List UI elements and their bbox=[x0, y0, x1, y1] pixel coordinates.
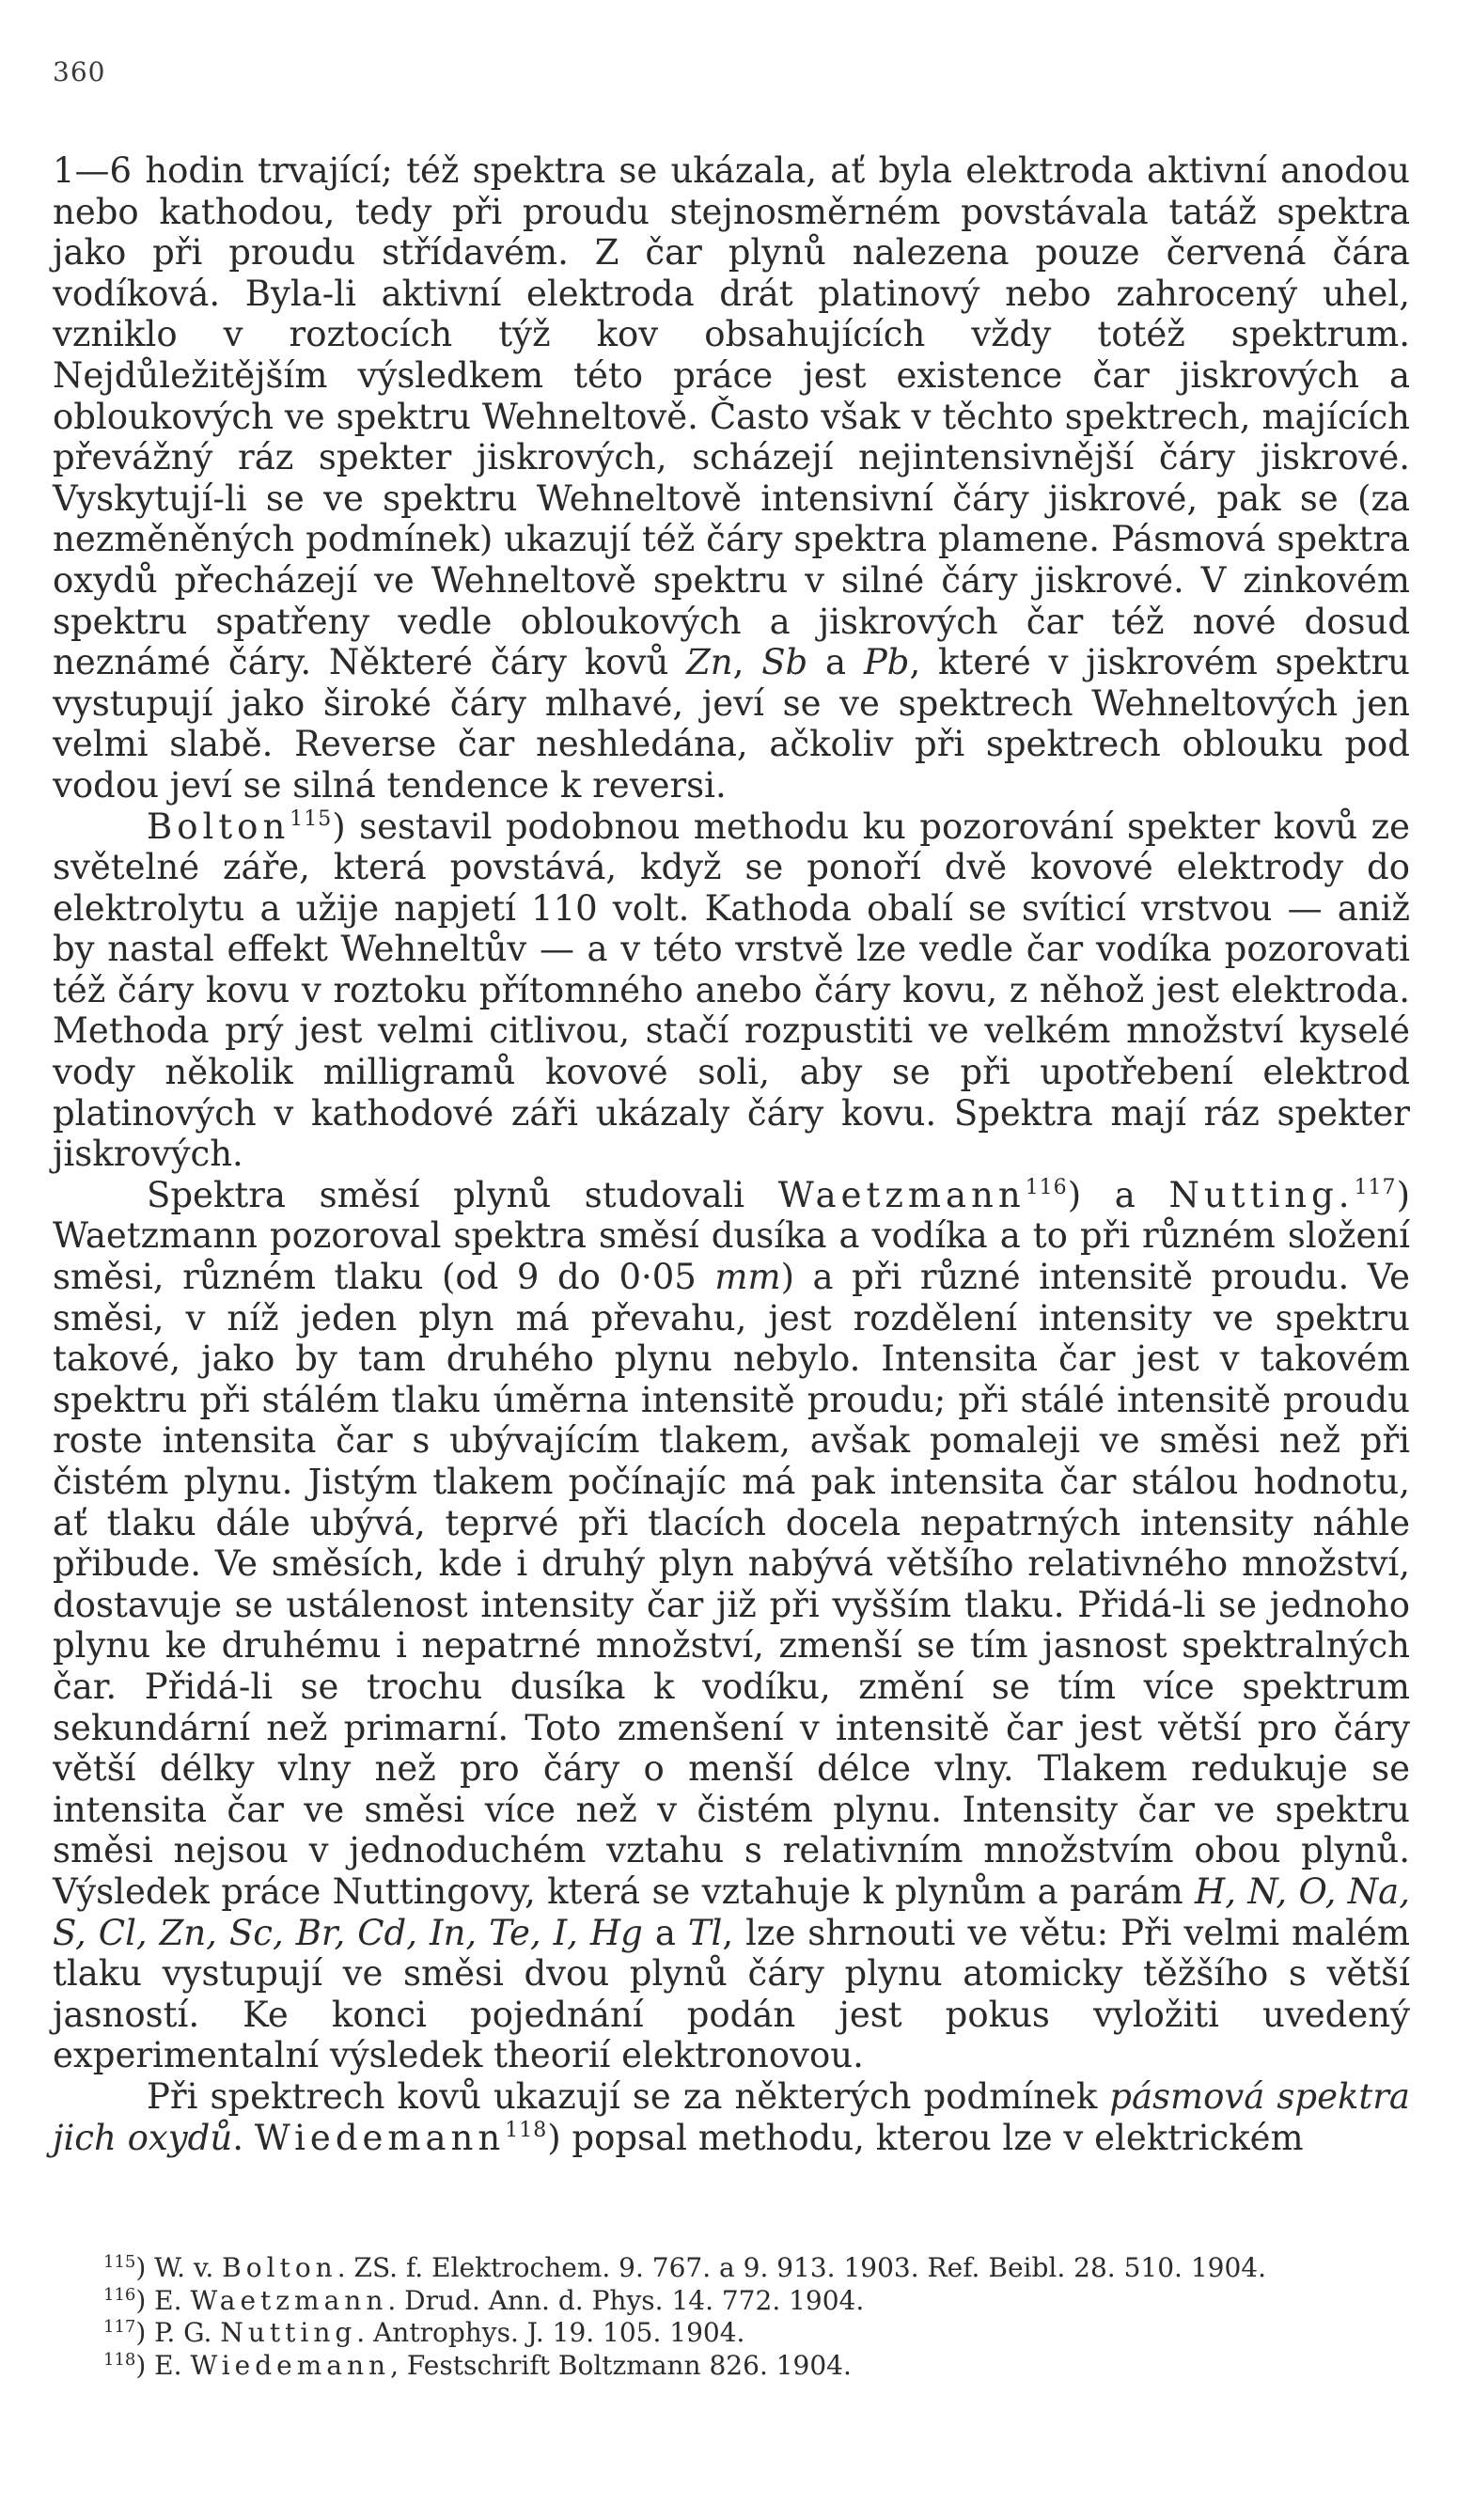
italic-text: Zn bbox=[686, 642, 733, 683]
paragraph-1 bbox=[53, 150, 1410, 806]
footnote-number: 116 bbox=[103, 2284, 136, 2305]
author-name: Nutting bbox=[220, 2317, 357, 2348]
paragraph-2 bbox=[53, 806, 1410, 1175]
footnote-ref: 115 bbox=[290, 806, 333, 831]
text-run: , které v jiskrovém spektru vystupují jako široké čáry mlhavé, jeví se ve spektrech Wehneltových jen velmi slabě. Reverse čar neshledána, ačkoliv při spektrech oblouku pod vodou jeví se silná tendence k reversi. bbox=[53, 642, 1410, 806]
footnote-ref: 116 bbox=[1025, 1175, 1068, 1199]
text-run: ) E. bbox=[135, 2349, 191, 2381]
footnote-117 bbox=[103, 2317, 1419, 2350]
italic-text: Pb bbox=[863, 642, 910, 683]
text-run: Spektra směsí plynů studovali bbox=[147, 1174, 778, 1215]
text-run: . ZS. f. Elektrochem. 9. 767. a 9. 913. 1903. Ref. Beibl. 28. 510. 1904. bbox=[337, 2252, 1266, 2283]
author-name: Waetzmann bbox=[777, 1174, 1026, 1215]
author-name: Waetzmann bbox=[190, 2284, 388, 2316]
italic-text: Sb bbox=[761, 642, 808, 683]
italic-text: H, N, O, Na, S, Cl, Zn, Sc, Br, Cd, In, Te, I, Hg bbox=[53, 1870, 1410, 1953]
text-run: . Antrophys. J. 19. 105. 1904. bbox=[356, 2317, 745, 2348]
italic-text: pásmová spektra jich oxydů bbox=[53, 2075, 1410, 2158]
text-run: . Drud. Ann. d. Phys. 14. 772. 1904. bbox=[387, 2284, 865, 2316]
author-name: Bolton bbox=[222, 2252, 337, 2283]
author-name: Bolton bbox=[147, 806, 290, 847]
footnote-number: 115 bbox=[103, 2252, 136, 2272]
text-run: ) sestavil podobnou methodu ku pozorování spekter kovů ze světelné záře, která povstává, když se ponoří dvě kovové elektrody do elektrolytu a užije napjetí 110 volt. Kathoda obalí se svíticí vrstvou — aniž by nastal effekt Wehneltův — a v této vrstvě lze vedle čar vodíka pozorovati též čáry kovu v roztoku přítomného anebo čáry kovu, z něhož jest elektroda. Methoda prý jest velmi citlivou, stačí rozpustiti ve velkém množství kyselé vody několik milligramů kovové soli, aby se při upotřebení elektrod platinových v kathodové záři ukázaly čáry kovu. Spektra mají ráz spekter jiskrových. bbox=[53, 806, 1410, 1175]
footnote-118 bbox=[103, 2350, 1419, 2383]
author-name: Wiedemann bbox=[190, 2349, 391, 2381]
text-run: ) a při různé intensitě proudu. Ve směsi, v níž jeden plyn má převahu, jest rozdělení intensity ve spektru takové, jako by tam druhého plynu nebylo. Intensita čar jest v takovém spektru při stálém tlaku úměrna intensitě proudu; při stálé intensitě proudu roste intensita čar s ubývajícím tlakem, avšak pomaleji ve směsi než při čistém plynu. Jistým tlakem počínajíc má pak intensita čar stálou hodnotu, ať tlaku dále ubývá, teprvé při tlacích docela nepatrných intensity náhle přibude. Ve směsích, kde i druhý plyn nabývá většího relativného množství, dostavuje se ustálenost intensity čar již při vyšším tlaku. Přidá-li se jednoho plynu ke druhému i nepatrné množství, zmenší se tím jasnost spektralných čar. Přidá-li se trochu dusíka k vodíku, změní se tím více spektrum sekundární než primarní. Toto zmenšení v intensitě čar jest větší pro čáry větší délky vlny než pro čáry o menší délce vlny. Tlakem redukuje se intensita čar ve směsi více než v čistém plynu. Intensity čar ve spektru směsi nejsou v jednoduchém vztahu s relativním množstvím obou plynů. Výsledek práce Nuttingovy, která se vztahuje k plynům a parám bbox=[53, 1257, 1410, 1912]
footnote-115 bbox=[103, 2252, 1419, 2285]
text-run: ) Waetzmann pozoroval spektra směsí dusíka a vodíka a to při různém složení směsi, různém tlaku (od 9 do 0·05 bbox=[53, 1174, 1410, 1298]
footnote-ref: 117 bbox=[1354, 1175, 1397, 1199]
author-name: Wiedemann bbox=[254, 2117, 506, 2158]
page-number: 360 bbox=[53, 56, 106, 87]
text-run: , Festschrift Boltzmann 826. 1904. bbox=[390, 2349, 852, 2381]
text-run: Při spektrech kovů ukazují se za některých podmínek bbox=[147, 2075, 1110, 2117]
body-text bbox=[53, 150, 1410, 2158]
text-run: ) P. G. bbox=[135, 2317, 221, 2348]
text-run: ) popsal methodu, kterou lze v elektrickém bbox=[547, 2117, 1304, 2158]
text-run: , lze shrnouti ve větu: Při velmi malém tlaku vystupují ve směsi dvou plynů čáry plynu atomicky těžšího s větší jasností. Ke konci pojednání podán jest pokus vyložiti uvedený experimentalní výsledek theorií elektronovou. bbox=[53, 1912, 1410, 2076]
text-run: ) W. v. bbox=[135, 2252, 223, 2283]
author-name: Nutting. bbox=[1168, 1174, 1355, 1215]
footnotes bbox=[103, 2252, 1419, 2382]
text-run: . bbox=[232, 2117, 255, 2158]
text-run: 1—6 hodin trvající; též spektra se ukázala, ať byla elektroda aktivní anodou nebo kathodou, tedy při proudu stejnosměrném povstávala tatáž spektra jako při proudu střídavém. Z čar plynů nalezena pouze červená čára vodíková. Byla-li aktivní elektroda drát platinový nebo zahrocený uhel, vzniklo v roztocích týž kov obsahujících vždy totéž spektrum. Nejdůležitějším výsledkem této práce jest existence čar jiskrových a obloukových ve spektru Wehneltově. Často však v těchto spektrech, majících převážný ráz spekter jiskrových, scházejí nejintensivnější čáry jiskrové. Vyskytují-li se ve spektru Wehneltově intensivní čáry jiskrové, pak se (za nezměněných podmínek) ukazují též čáry spektra plamene. Pásmová spektra oxydů přecházejí ve Wehneltově spektru v silné čáry jiskrové. V zinkovém spektru spatřeny vedle obloukových a jiskrových čar též nové dosud neznámé čáry. Některé čáry kovů bbox=[53, 150, 1410, 683]
text-run: ) E. bbox=[135, 2284, 191, 2316]
footnote-rule bbox=[103, 2237, 385, 2238]
italic-text: mm bbox=[714, 1257, 781, 1298]
footnote-number: 117 bbox=[103, 2317, 136, 2337]
paragraph-3 bbox=[53, 1175, 1410, 2076]
text-run: a bbox=[807, 642, 864, 683]
text-run: a bbox=[642, 1912, 688, 1953]
text-run: ) a bbox=[1067, 1174, 1169, 1215]
footnote-ref: 118 bbox=[505, 2118, 548, 2142]
footnote-number: 118 bbox=[103, 2349, 136, 2370]
text-run: , bbox=[732, 642, 762, 683]
paragraph-4 bbox=[53, 2076, 1410, 2158]
footnote-116 bbox=[103, 2285, 1419, 2318]
italic-text: Tl bbox=[687, 1912, 723, 1953]
